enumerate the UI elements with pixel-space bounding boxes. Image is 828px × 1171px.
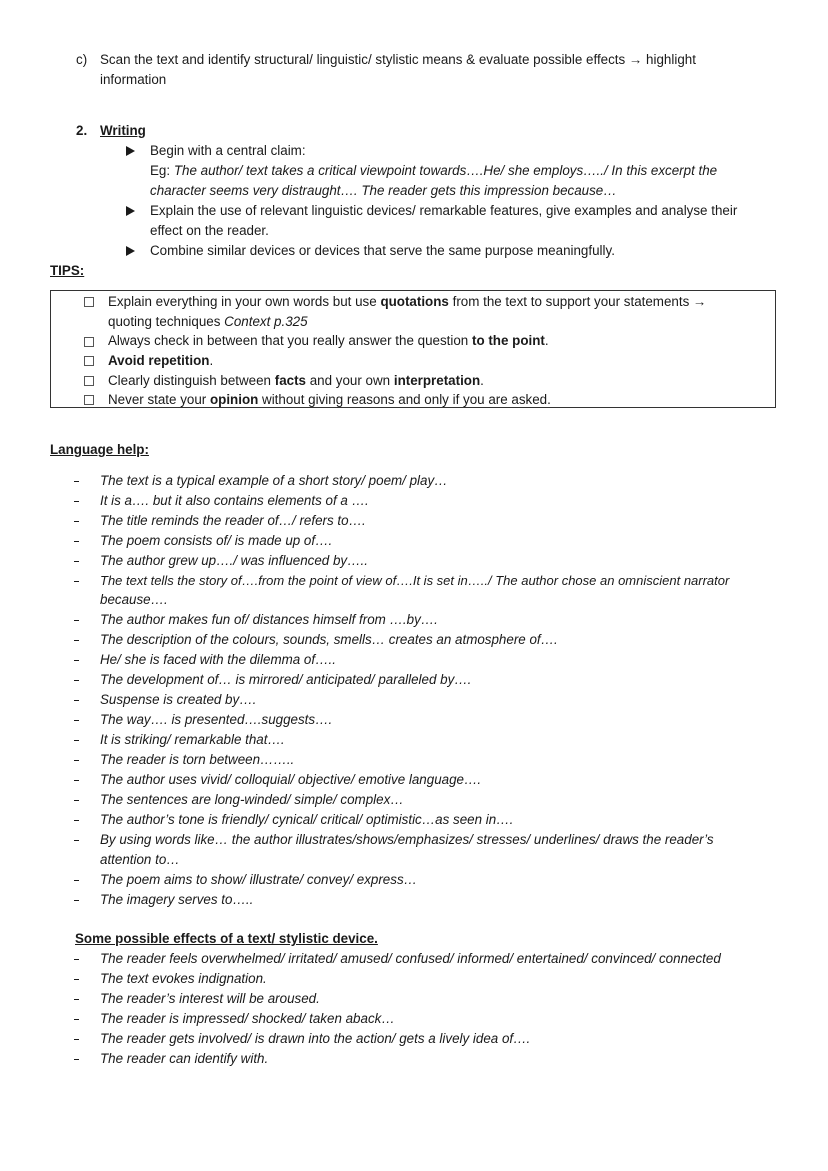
- language-item: The text is a typical example of a short story/ poem/ play…: [100, 473, 448, 488]
- tip-text: Explain everything in your own words but use: [108, 294, 381, 309]
- tip-text: without giving reasons and only if you are asked.: [258, 392, 551, 407]
- writing-bullet-1: Begin with a central claim:: [150, 143, 306, 158]
- tip-bold: facts: [274, 373, 306, 388]
- writing-example-line2: character seems very distraught…. The reader gets this impression because…: [150, 183, 617, 198]
- tip-5: [108, 390, 551, 410]
- effect-item: The reader feels overwhelmed/ irritated/ amused/ confused/ informed/ entertained/ convinced/ connected: [100, 951, 721, 966]
- tip-text: Clearly distinguish between: [108, 373, 275, 388]
- writing-bullet-2-line1: Explain the use of relevant linguistic devices/ remarkable features, give examples and analyse their: [150, 203, 738, 218]
- dash-bullet-icon: [74, 999, 79, 1000]
- step-c-marker: c): [76, 52, 88, 67]
- dash-bullet-icon: [74, 660, 79, 661]
- dash-bullet-icon: [74, 880, 79, 881]
- effect-item: The reader is impressed/ shocked/ taken aback…: [100, 1011, 395, 1026]
- dash-bullet-icon: [74, 979, 79, 980]
- language-item: He/ she is faced with the dilemma of…..: [100, 652, 336, 667]
- dash-bullet-icon: [74, 780, 79, 781]
- tip-text: .: [209, 353, 214, 368]
- dash-bullet-icon: [74, 800, 79, 801]
- tip-bold: Avoid repetition: [108, 353, 210, 368]
- dash-bullet-icon: [74, 521, 79, 522]
- effects-heading: Some possible effects of a text/ stylistic device.: [75, 931, 378, 946]
- dash-bullet-icon: [74, 760, 79, 761]
- dash-bullet-icon: [74, 481, 79, 482]
- language-item: The text tells the story of….from the point of view of….It is set in…../ The author chose an omniscient narrator: [100, 573, 730, 588]
- language-item: The imagery serves to…..: [100, 892, 254, 907]
- arrow-bullet-icon: [126, 206, 135, 216]
- dash-bullet-icon: [74, 581, 79, 582]
- dash-bullet-icon: [74, 840, 79, 841]
- language-item: It is striking/ remarkable that….: [100, 732, 285, 747]
- dash-bullet-icon: [74, 1059, 79, 1060]
- language-item: The title reminds the reader of…/ refers to….: [100, 513, 366, 528]
- language-item: The sentences are long-winded/ simple/ complex…: [100, 792, 404, 807]
- tip-text: quoting techniques: [108, 314, 225, 329]
- dash-bullet-icon: [74, 700, 79, 701]
- tip-1-line2: [108, 312, 308, 332]
- language-item: It is a…. but it also contains elements of a ….: [100, 493, 369, 508]
- writing-bullet-2-line2: effect on the reader.: [150, 223, 269, 238]
- language-item: By using words like… the author illustrates/shows/emphasizes/ stresses/ underlines/ draws the reader’s: [100, 832, 714, 847]
- dash-bullet-icon: [74, 620, 79, 621]
- dash-bullet-icon: [74, 1019, 79, 1020]
- language-item: The poem consists of/ is made up of….: [100, 533, 333, 548]
- dash-bullet-icon: [74, 501, 79, 502]
- language-item: The reader is torn between……..: [100, 752, 295, 767]
- dash-bullet-icon: [74, 720, 79, 721]
- tip-3: [108, 351, 213, 371]
- dash-bullet-icon: [74, 541, 79, 542]
- checkbox-icon: [84, 297, 94, 307]
- language-item: The author makes fun of/ distances himself from ….by….: [100, 612, 438, 627]
- dash-bullet-icon: [74, 640, 79, 641]
- tip-text: from the text to support your statements →: [448, 294, 707, 309]
- tip-italic: Context p.325: [224, 314, 308, 329]
- tip-2: [108, 331, 549, 351]
- language-item: The poem aims to show/ illustrate/ convey/ express…: [100, 872, 418, 887]
- dash-bullet-icon: [74, 561, 79, 562]
- language-item-continued: attention to…: [100, 852, 180, 867]
- dash-bullet-icon: [74, 1039, 79, 1040]
- checkbox-icon: [84, 356, 94, 366]
- language-item: Suspense is created by….: [100, 692, 257, 707]
- checkbox-icon: [84, 376, 94, 386]
- writing-example-line1: [150, 161, 717, 181]
- tip-4: [108, 371, 484, 391]
- example-prefix: Eg:: [150, 163, 174, 178]
- tip-text: .: [480, 373, 484, 388]
- language-item: The development of… is mirrored/ anticipated/ paralleled by….: [100, 672, 472, 687]
- tip-bold: opinion: [209, 392, 259, 407]
- dash-bullet-icon: [74, 740, 79, 741]
- tip-text: .: [544, 333, 549, 348]
- checkbox-icon: [84, 395, 94, 405]
- tip-bold: interpretation: [393, 373, 481, 388]
- dash-bullet-icon: [74, 680, 79, 681]
- effect-item: The reader’s interest will be aroused.: [100, 991, 320, 1006]
- arrow-bullet-icon: [126, 146, 135, 156]
- arrow-bullet-icon: [126, 246, 135, 256]
- example-text: The author/ text takes a critical viewpoint towards….He/ she employs…../ In this excerpt the: [173, 163, 718, 178]
- dash-bullet-icon: [74, 820, 79, 821]
- language-item: The way…. is presented….suggests….: [100, 712, 333, 727]
- step-c-text-line1: Scan the text and identify structural/ linguistic/ stylistic means & evaluate possible effects → highlight: [100, 52, 696, 67]
- dash-bullet-icon: [74, 900, 79, 901]
- tip-text: Always check in between that you really answer the question: [108, 333, 472, 348]
- tips-heading: TIPS:: [50, 263, 85, 278]
- tip-bold: to the point: [471, 333, 545, 348]
- dash-bullet-icon: [74, 959, 79, 960]
- tip-bold: quotations: [380, 294, 449, 309]
- writing-number: 2.: [76, 123, 88, 138]
- language-item: The author grew up…./ was influenced by…..: [100, 553, 368, 568]
- writing-heading: Writing: [100, 123, 146, 138]
- writing-bullet-3: Combine similar devices or devices that serve the same purpose meaningfully.: [150, 243, 615, 258]
- step-c-text-line2: information: [100, 72, 167, 87]
- language-item: The description of the colours, sounds, smells… creates an atmosphere of….: [100, 632, 558, 647]
- tip-text: and your own: [306, 373, 394, 388]
- language-item: The author’s tone is friendly/ cynical/ critical/ optimistic…as seen in….: [100, 812, 514, 827]
- language-item-continued: because….: [100, 592, 168, 607]
- tip-text: Never state your: [108, 392, 210, 407]
- language-item: The author uses vivid/ colloquial/ objective/ emotive language….: [100, 772, 482, 787]
- tip-1-line1: [108, 292, 706, 312]
- effect-item: The text evokes indignation.: [100, 971, 267, 986]
- effect-item: The reader gets involved/ is drawn into the action/ gets a lively idea of….: [100, 1031, 531, 1046]
- language-help-heading: Language help:: [50, 442, 149, 457]
- checkbox-icon: [84, 337, 94, 347]
- effect-item: The reader can identify with.: [100, 1051, 269, 1066]
